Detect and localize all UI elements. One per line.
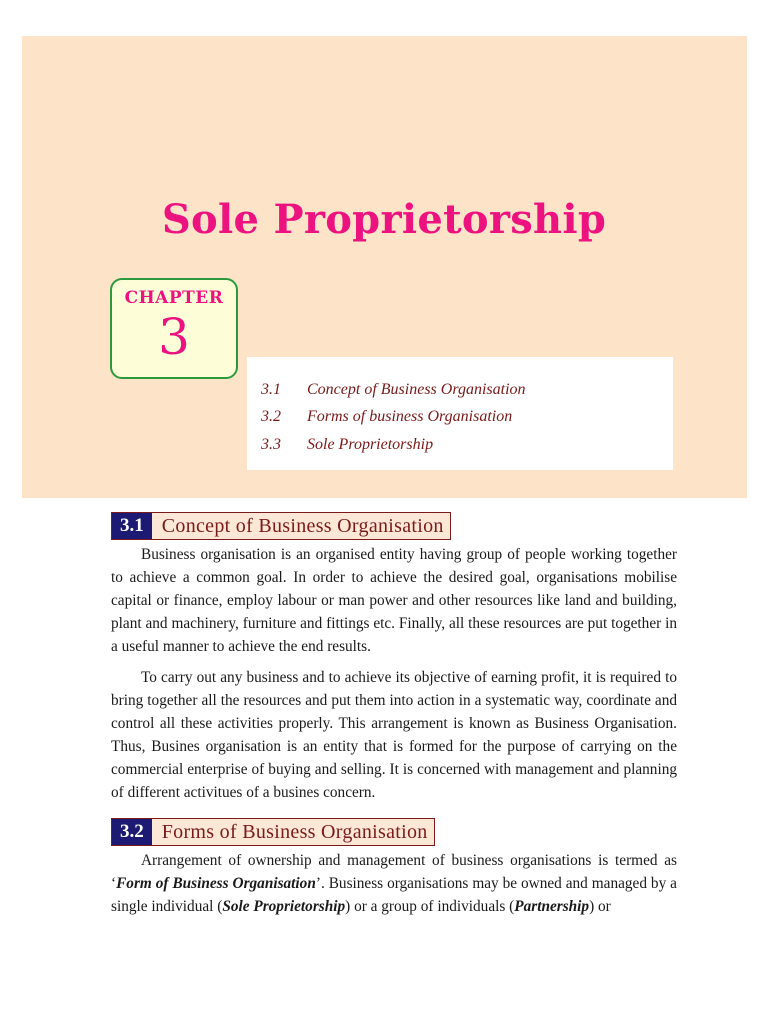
section-heading (111, 512, 451, 540)
paragraph: Business organisation is an organised entity having group of people working together to achieve a common goal. In order to achieve the desired goal, organisations mobilise capital or finance, employ labour or man power and other resources like land and building, plant and machinery, furniture and fittings etc. Finally, all these resources are put together in a useful manner to achieve the end results. (111, 546, 677, 655)
toc-item-number: 3.2 (261, 408, 281, 425)
chapter-number: 3 (158, 308, 190, 366)
section-title: Concept of Business Organisation (161, 514, 444, 537)
chapter-label: CHAPTER (124, 288, 224, 308)
section-title: Forms of Business Organisation (161, 820, 428, 843)
chapter-number-box (110, 278, 238, 379)
paragraph (111, 849, 677, 918)
toc-item (261, 381, 526, 399)
emphasized-term: Form of Business Organisation (116, 875, 316, 892)
section-number: 3.2 (112, 819, 152, 845)
emphasized-term: Partnership (514, 898, 590, 915)
toc-item-number: 3.3 (261, 436, 281, 453)
text-run: ’. Business organisations may be owned and managed by a single individual ( (111, 875, 677, 915)
toc-item-title: Forms of business Organisation (307, 408, 513, 425)
section-heading (111, 818, 435, 846)
text-run: ) or (589, 898, 611, 915)
toc-item-title: Concept of Business Organisation (307, 381, 526, 398)
toc-item (261, 436, 433, 454)
emphasized-term: Sole Proprietorship (222, 898, 346, 915)
section-number: 3.1 (112, 513, 152, 539)
chapter-title: Sole Proprietorship (161, 196, 607, 243)
toc-item (261, 408, 512, 426)
toc-item-title: Sole Proprietorship (307, 436, 434, 453)
paragraph: To carry out any business and to achieve its objective of earning profit, it is required to bring together all the resources and put them into action in a systematic way, coordinate and control all these activities properly. This arrangement is known as Business Organisation. Thus, Busines organisation is an entity that is formed for the purpose of carrying on the commercial enterprise of buying and selling. It is concerned with management and planning of different activitues of a busines concern. (111, 669, 677, 801)
text-run: Arrangement of ownership and management of business organisations is termed as ‘ (111, 852, 677, 892)
text-run: ) or a group of individuals ( (345, 898, 515, 915)
chapter-contents (247, 357, 673, 470)
toc-item-number: 3.1 (261, 381, 281, 398)
